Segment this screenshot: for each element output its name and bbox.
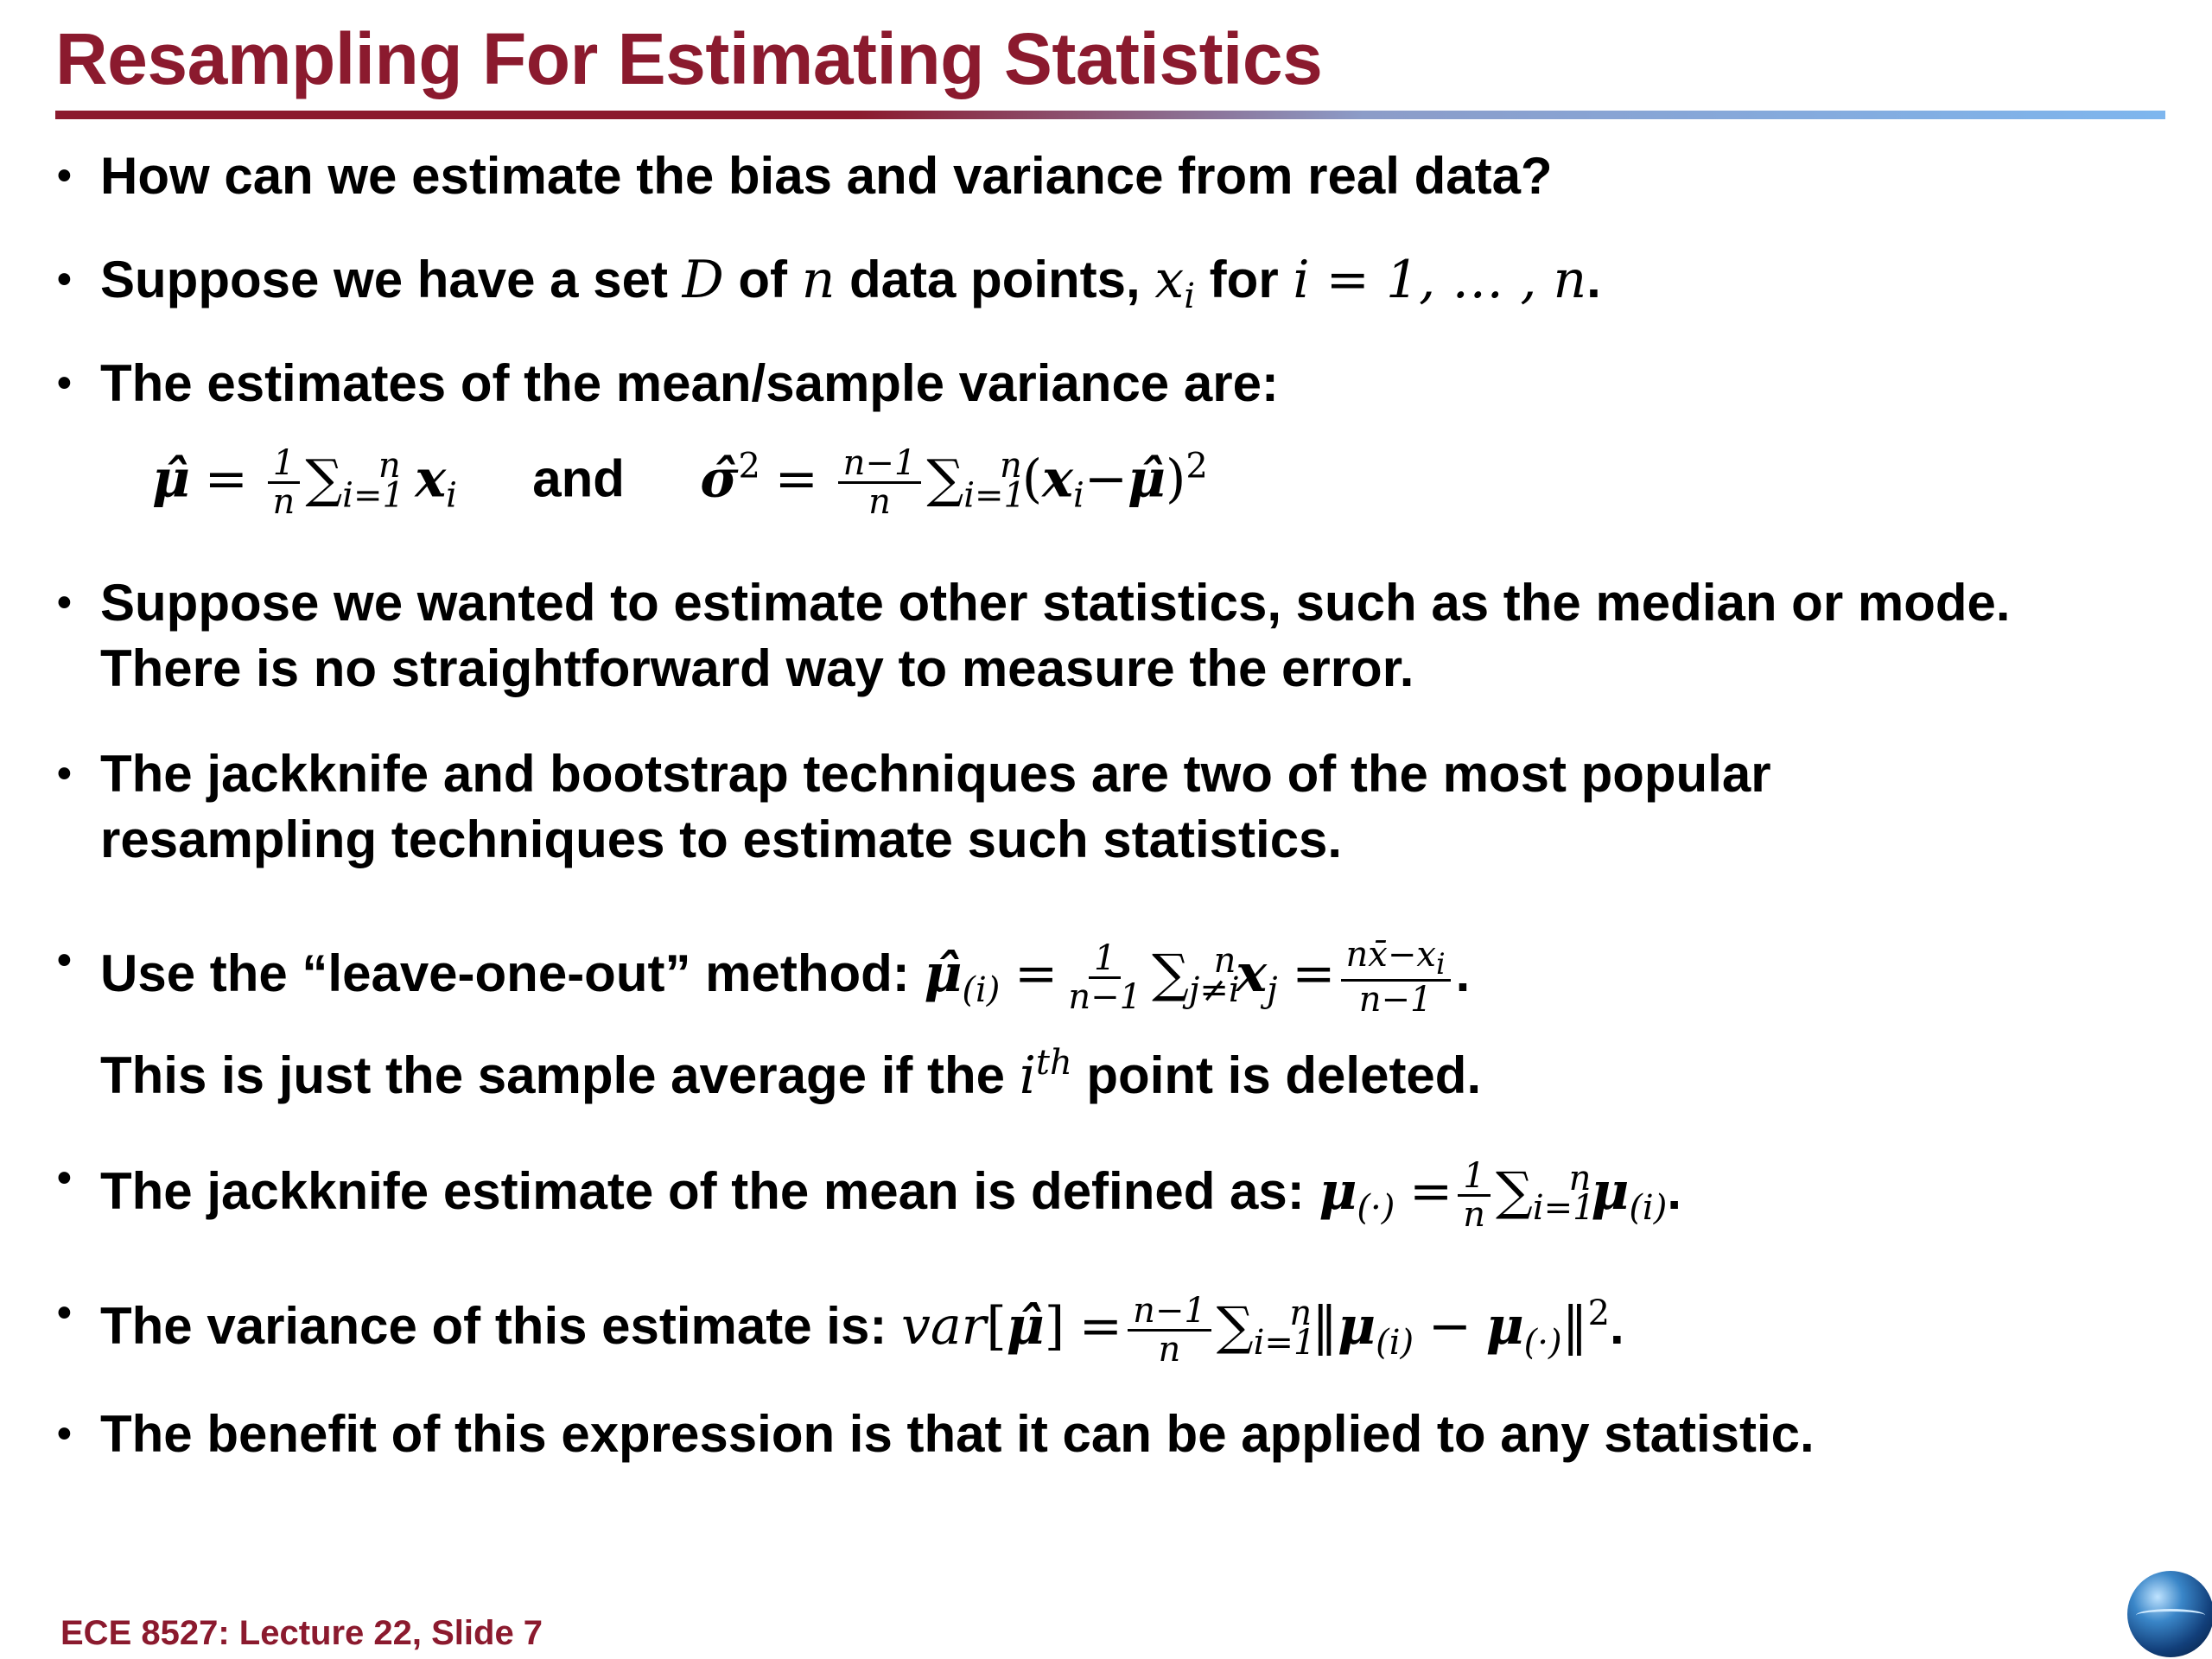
bullet-text: The jackknife and bootstrap techniques are two of the most popular resampling techniques to estimate such statistics. [100, 745, 1771, 868]
leave-one-out-explanation [52, 1030, 2160, 1109]
bullet-dot: • [57, 360, 72, 406]
bullet-leave-one-out [52, 928, 2160, 1023]
bullet-estimates [52, 351, 2160, 416]
bullet-other-statistics [52, 570, 2160, 702]
slide-footer: ECE 8527: Lecture 22, Slide 7 [60, 1614, 543, 1652]
bullet-dot: • [57, 938, 72, 983]
bullet-text: How can we estimate the bias and variance from real data? [100, 147, 1553, 205]
bullet-dot: • [57, 1290, 72, 1336]
bullet-text: The estimates of the mean/sample variance are: [100, 354, 1279, 412]
bullet-variance-estimate [52, 1281, 2160, 1376]
bullet-text: Suppose we have a set D of n data points, $x_i$ for i = 1, … , n. [100, 250, 1601, 316]
slide-title: Resampling For Estimating Statistics [55, 18, 1323, 99]
bullet-dot: • [57, 580, 72, 626]
bullet-dot: • [57, 153, 72, 199]
title-rule [55, 111, 2165, 119]
bullet-dot: • [57, 257, 72, 302]
mean-variance-equations: μ̂ = $\frac{1}{n}$ $\sum_{i=1}^n$ $x_i$ and σ̂$^2$ = $\frac{n-1}{n}$ $\sum_{i=1}^n(x_i-\mû)^2$ [152, 443, 1208, 522]
bullet-text: The benefit of this expression is that it can be applied to any statistic. [100, 1405, 1815, 1463]
bullet-text: This is just the sample average if the $i^{th}$ point is deleted. [100, 1043, 1482, 1106]
bullet-jackknife-mean [52, 1146, 2160, 1241]
bullet-dot: • [57, 1411, 72, 1457]
bullet-data-set [52, 247, 2160, 329]
bullet-text: Use the “leave-one-out” method: $\mû_{(i)}$ = $\frac{1}{n-1}$ $\sum_{j\ne i}^nx_j$ = $\frac{nx̄-x_i}{n-1}$ . [100, 935, 1471, 1020]
bullet-text: The jackknife estimate of the mean is defined as: $\mu_{(\cdot)}$ = $\frac{1}{n}$ $\sum_{i=1}^n\mu_{(i)}$. [100, 1155, 1682, 1235]
bullet-benefit [52, 1402, 2160, 1467]
bullet-dot: • [57, 751, 72, 797]
bullet-text: Suppose we wanted to estimate other statistics, such as the median or mode. There is no straightforward way to measure the error. [100, 574, 2011, 697]
bullet-bias-variance [52, 143, 2160, 209]
bullet-jackknife-bootstrap [52, 741, 2160, 873]
bullet-dot: • [57, 1155, 72, 1201]
and-label: and [532, 449, 625, 508]
bullet-text: The variance of this estimate is: var[μ̂] = $\frac{n-1}{n}$ $\sum_{i=1}^n‖\mu_{(i)}$ − $\mu_{(\cdot)}‖^2$. [100, 1290, 1624, 1370]
globe-icon [2127, 1571, 2212, 1657]
